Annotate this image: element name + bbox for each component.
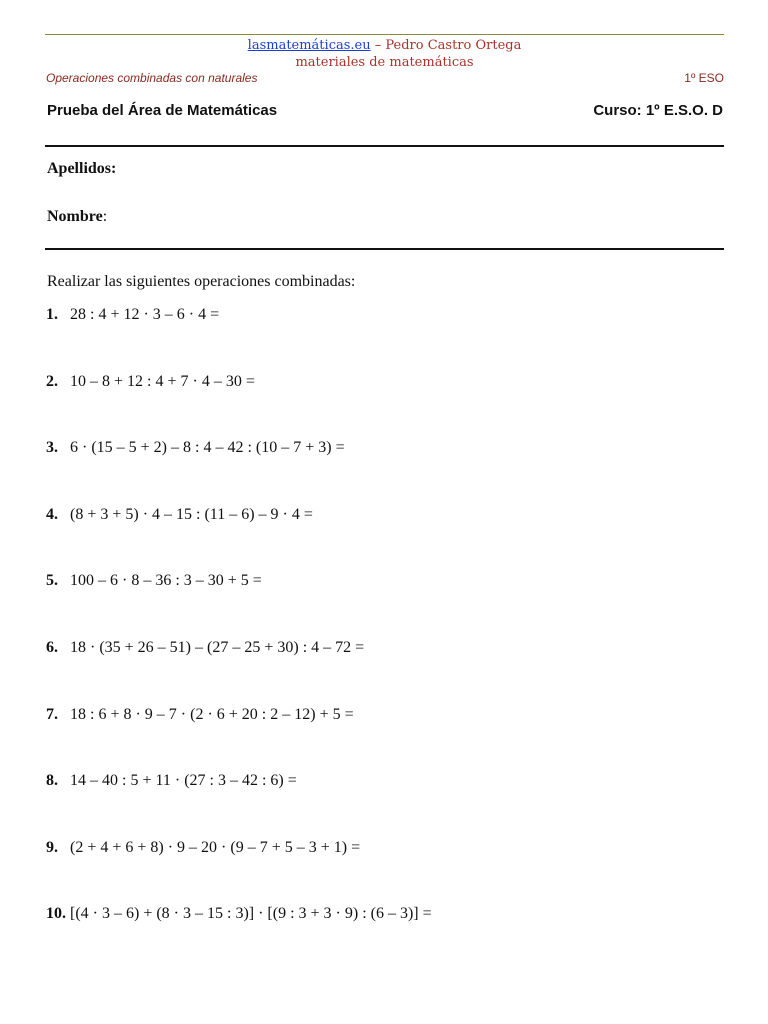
- exercise-expression: 28 : 4 + 12 · 3 – 6 · 4 =: [70, 306, 220, 323]
- header-separator: –: [370, 38, 386, 53]
- exercise-expression: (8 + 3 + 5) · 4 – 15 : (11 – 6) – 9 · 4 =: [70, 506, 313, 523]
- test-title: Prueba del Área de Matemáticas: [47, 102, 278, 119]
- author-name: Pedro Castro Ortega: [385, 38, 522, 53]
- exercise-number: 4.: [46, 506, 58, 523]
- exercise-expression: 18 · (35 + 26 – 51) – (27 – 25 + 30) : 4 – 72 =: [70, 639, 365, 656]
- exercise-number: 10.: [46, 905, 66, 922]
- exercise-item: [46, 506, 313, 524]
- site-header: [45, 37, 724, 71]
- exercise-expression: 10 – 8 + 12 : 4 + 7 · 4 – 30 =: [70, 373, 255, 390]
- level-label: 1º ESO: [684, 71, 724, 85]
- exercise-number: 7.: [46, 706, 58, 723]
- exercise-item: [46, 439, 345, 457]
- nombre-field: [47, 208, 107, 226]
- exercise-number: 8.: [46, 772, 58, 789]
- subheader: [46, 71, 724, 85]
- exercise-number: 2.: [46, 373, 58, 390]
- test-title-row: [47, 102, 723, 119]
- exercise-expression: 6 · (15 – 5 + 2) – 8 : 4 – 42 : (10 – 7 + 3) =: [70, 439, 345, 456]
- exercise-expression: (2 + 4 + 6 + 8) · 9 – 20 · (9 – 7 + 5 – 3 + 1) =: [70, 839, 361, 856]
- site-tagline: materiales de matemáticas: [295, 55, 474, 70]
- exercise-item: [46, 639, 364, 657]
- site-header-line1: [45, 37, 724, 54]
- exercise-item: [46, 905, 432, 923]
- exercise-item: [46, 306, 219, 324]
- course-label: Curso: 1º E.S.O. D: [593, 102, 723, 119]
- apellidos-field: [47, 160, 116, 178]
- exercise-number: 3.: [46, 439, 58, 456]
- exercise-item: [46, 706, 354, 724]
- exercise-item: [46, 839, 360, 857]
- site-link[interactable]: lasmatemáticas.eu: [247, 38, 371, 53]
- exercise-item: [46, 772, 297, 790]
- exercise-item: [46, 572, 262, 590]
- apellidos-label: Apellidos:: [47, 160, 117, 177]
- header-top-rule: [45, 34, 724, 35]
- divider-top: [45, 145, 724, 147]
- exercise-expression: 100 – 6 · 8 – 36 : 3 – 30 + 5 =: [70, 572, 262, 589]
- exercise-number: 6.: [46, 639, 58, 656]
- divider-bottom: [45, 248, 724, 250]
- exercise-number: 1.: [46, 306, 58, 323]
- exercise-expression: 18 : 6 + 8 · 9 – 7 · (2 · 6 + 20 : 2 – 12) + 5 =: [70, 706, 354, 723]
- nombre-label: Nombre: [47, 208, 103, 225]
- instructions: Realizar las siguientes operaciones combinadas:: [47, 273, 356, 290]
- exercise-number: 9.: [46, 839, 58, 856]
- exercise-expression: [(4 · 3 – 6) + (8 · 3 – 15 : 3)] · [(9 : 3 + 3 · 9) : (6 – 3)] =: [70, 905, 432, 922]
- exercise-item: [46, 373, 255, 391]
- exercise-expression: 14 – 40 : 5 + 11 · (27 : 3 – 42 : 6) =: [70, 772, 297, 789]
- exercise-number: 5.: [46, 572, 58, 589]
- nombre-colon: :: [102, 208, 108, 225]
- topic-label: Operaciones combinadas con naturales: [46, 71, 258, 85]
